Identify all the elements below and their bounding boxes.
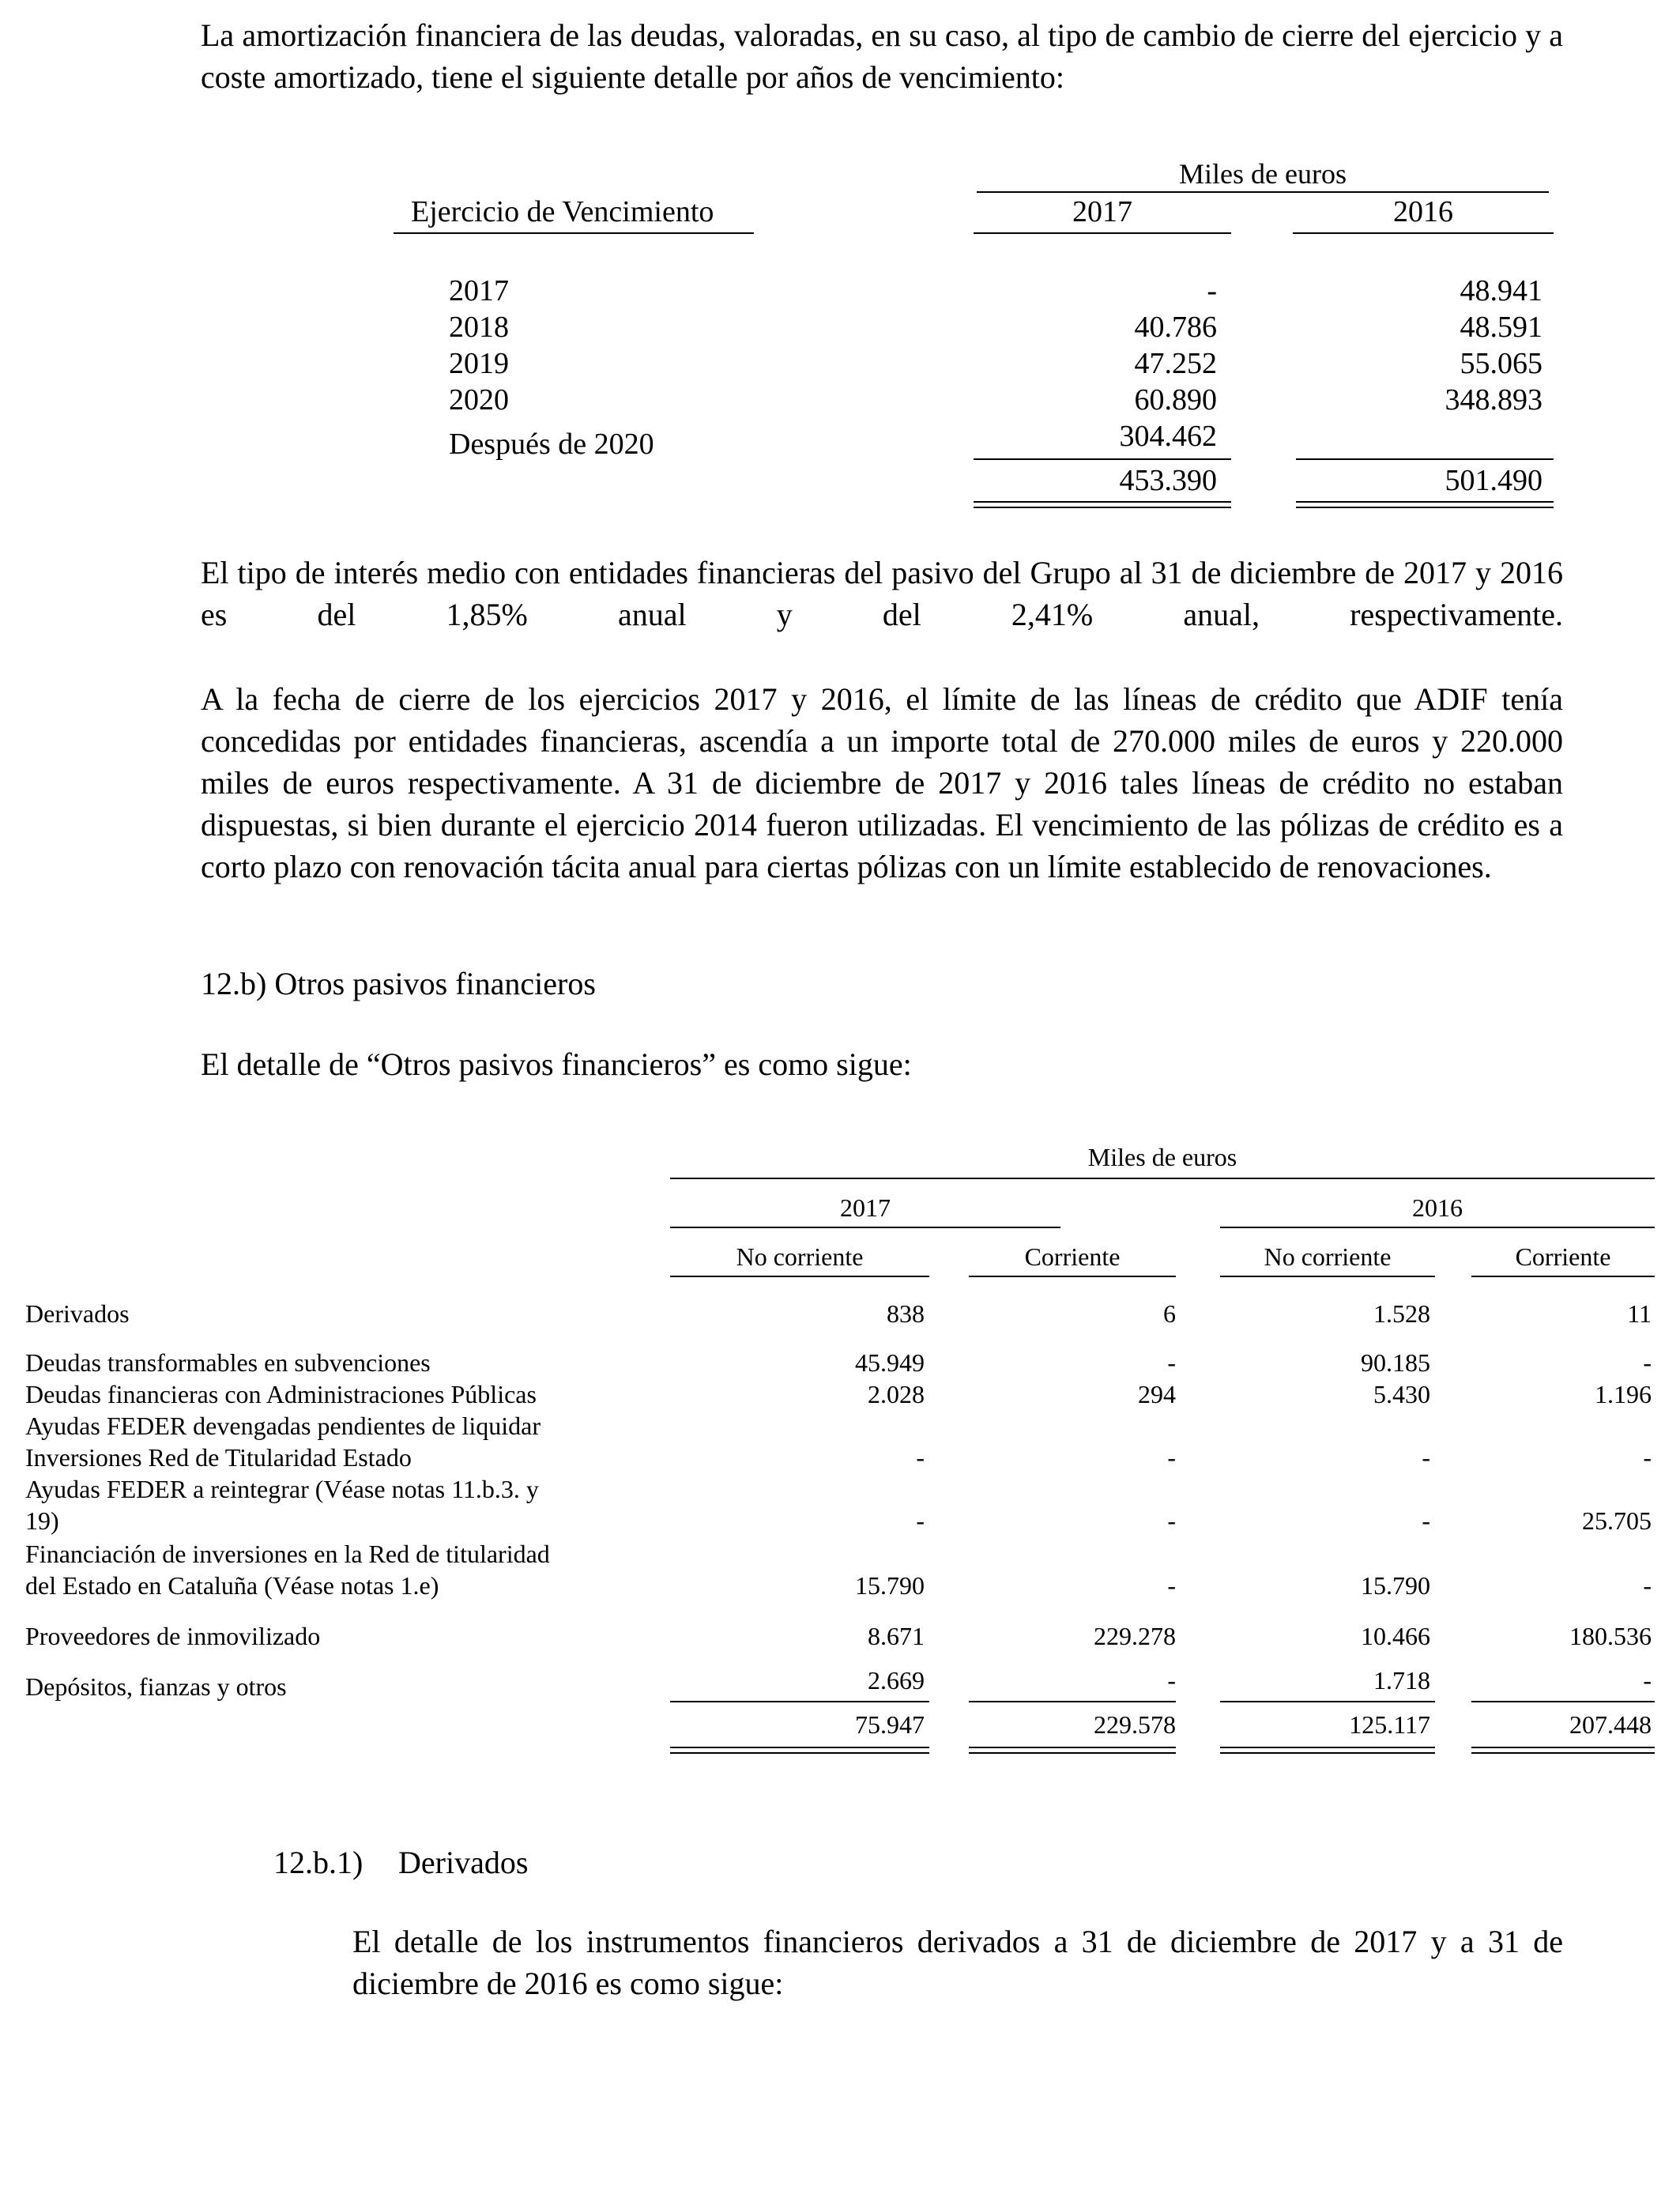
other-subtotal-rule — [1220, 1701, 1435, 1702]
maturity-row-label: 2019 — [449, 347, 509, 380]
other-value: - — [1167, 1443, 1176, 1472]
other-total: 75.947 — [855, 1710, 925, 1739]
other-value: 2.028 — [868, 1380, 925, 1408]
other-row-label: Depósitos, fianzas y otros — [25, 1672, 287, 1701]
maturity-value-2017: 47.252 — [1134, 347, 1217, 380]
section-12b-intro: El detalle de “Otros pasivos financieros” es como sigue: — [201, 1046, 912, 1082]
year-2017-rule — [974, 232, 1231, 234]
maturity-unit-label: Miles de euros — [1179, 158, 1347, 190]
other-row-label: Ayudas FEDER devengadas pendientes de liquidar — [25, 1412, 541, 1440]
other-value: - — [1167, 1666, 1176, 1695]
interest-paragraph: El tipo de interés medio con entidades financieras del pasivo del Grupo al 31 de diciembre de 2017 y 2016 es del 1,85% anual y del 2,41% anual, respectivamente. — [201, 555, 1563, 632]
other-value: 11 — [1627, 1299, 1652, 1328]
maturity-row-label: 2017 — [449, 274, 509, 307]
maturity-value-2017: 304.462 — [1119, 420, 1217, 453]
subheader-corriente-2017: Corriente — [1024, 1242, 1121, 1271]
unit-rule — [977, 191, 1549, 193]
other-total-double-rule — [670, 1747, 929, 1754]
other-unit-label: Miles de euros — [1087, 1143, 1237, 1171]
other-subtotal-rule — [969, 1701, 1176, 1702]
subheader-rule — [969, 1276, 1176, 1277]
other-row-label: del Estado en Cataluña (Véase notas 1.e) — [25, 1571, 439, 1600]
subtotal-rule-2016 — [1296, 458, 1554, 460]
other-year-2017: 2017 — [840, 1193, 891, 1222]
subheader-rule — [1220, 1276, 1435, 1277]
other-value: 294 — [1138, 1380, 1176, 1408]
credit-paragraph: A la fecha de cierre de los ejercicios 2017 y 2016, el límite de las líneas de crédito que ADIF tenía concedidas por entidades financieras, ascendía a un importe total de 270.000 miles de euros y 220.000 miles de euros respectivamente. A 31 de diciembre de 2017 y 2016 tales líneas de crédito no estaban dispuestas, si bien durante el ejercicio 2014 fueron utilizadas. El vencimiento de las pólizas de crédito es a corto plazo con renovación tácita anual para ciertas pólizas con un límite establecido de renovaciones. — [201, 681, 1563, 884]
maturity-total-2017: 453.390 — [1119, 464, 1217, 497]
other-value: 838 — [887, 1299, 925, 1328]
other-row-label: 19) — [25, 1506, 59, 1535]
other-row-label: Deudas transformables en subvenciones — [25, 1348, 431, 1377]
section-12b1-title: Derivados — [398, 1845, 529, 1880]
other-row-label: Proveedores de inmovilizado — [25, 1622, 321, 1650]
other-value: - — [916, 1506, 925, 1535]
other-year-2017-rule — [670, 1227, 1060, 1228]
other-row-label: Derivados — [25, 1299, 130, 1328]
subheader-rule — [670, 1276, 929, 1277]
row-header-rule — [394, 232, 754, 234]
other-total-double-rule — [969, 1747, 1176, 1754]
maturity-value-2016: 55.065 — [1460, 347, 1543, 380]
other-value: - — [1643, 1443, 1652, 1472]
other-row-label: Inversiones Red de Titularidad Estado — [25, 1443, 412, 1472]
other-value: 90.185 — [1361, 1348, 1430, 1377]
other-value: 45.949 — [855, 1348, 925, 1377]
other-row-label: Financiación de inversiones en la Red de titularidad — [25, 1540, 550, 1568]
other-value: 1.528 — [1373, 1299, 1430, 1328]
other-value: 180.536 — [1569, 1622, 1652, 1650]
maturity-year-2016: 2016 — [1393, 195, 1453, 228]
other-value: 8.671 — [868, 1622, 925, 1650]
other-total-double-rule — [1471, 1747, 1655, 1754]
other-value: - — [1167, 1571, 1176, 1600]
intro-paragraph: La amortización financiera de las deudas, valoradas, en su caso, al tipo de cambio de cierre del ejercicio y a coste amortizado, tiene el siguiente detalle por años de vencimiento: — [201, 17, 1563, 95]
maturity-value-2017: 40.786 — [1134, 311, 1217, 344]
other-value: 15.790 — [855, 1571, 925, 1600]
other-year-2016: 2016 — [1412, 1193, 1463, 1222]
other-row-label: Deudas financieras con Administraciones Públicas — [25, 1380, 537, 1408]
other-value: - — [1643, 1348, 1652, 1377]
maturity-row-label: 2020 — [449, 383, 509, 417]
other-year-2016-rule — [1220, 1227, 1655, 1228]
other-value: - — [1643, 1571, 1652, 1600]
other-value: - — [1422, 1506, 1430, 1535]
maturity-value-2016: 48.941 — [1460, 274, 1543, 307]
other-subtotal-rule — [1471, 1701, 1655, 1702]
other-row-label: Ayudas FEDER a reintegrar (Véase notas 11.b.3. y — [25, 1475, 539, 1503]
subheader-corriente-2016: Corriente — [1515, 1242, 1611, 1271]
other-value: - — [1167, 1506, 1176, 1535]
other-subtotal-rule — [670, 1701, 929, 1702]
other-value: 1.196 — [1595, 1380, 1652, 1408]
other-total-double-rule — [1220, 1747, 1435, 1754]
subtotal-rule-2017 — [974, 458, 1231, 460]
subheader-no-corriente-2016: No corriente — [1264, 1242, 1392, 1271]
maturity-value-2016: 48.591 — [1460, 311, 1543, 344]
other-total: 125.117 — [1349, 1710, 1430, 1739]
maturity-row-label: Después de 2020 — [449, 428, 654, 461]
maturity-value-2017: - — [1207, 274, 1217, 307]
other-total: 229.578 — [1094, 1710, 1176, 1739]
section-12b-heading: 12.b) Otros pasivos financieros — [201, 966, 596, 1001]
other-value: 2.669 — [868, 1666, 925, 1695]
maturity-row-label: 2018 — [449, 311, 509, 344]
maturity-value-2017: 60.890 — [1134, 383, 1217, 417]
total-double-rule-2017 — [974, 501, 1231, 508]
other-value: - — [916, 1443, 925, 1472]
other-value: - — [1167, 1348, 1176, 1377]
other-unit-rule — [670, 1178, 1655, 1179]
other-total: 207.448 — [1569, 1710, 1652, 1739]
maturity-total-2016: 501.490 — [1445, 464, 1543, 497]
section-12b1-paragraph: El detalle de los instrumentos financieros derivados a 31 de diciembre de 2017 y a 31 de diciembre de 2016 es como sigue: — [352, 1924, 1563, 2001]
maturity-value-2016: 348.893 — [1445, 383, 1543, 417]
total-double-rule-2016 — [1296, 501, 1554, 508]
other-value: - — [1422, 1443, 1430, 1472]
section-12b1-number: 12.b.1) — [273, 1845, 363, 1880]
other-value: - — [1643, 1666, 1652, 1695]
other-value: 15.790 — [1361, 1571, 1430, 1600]
other-value: 10.466 — [1361, 1622, 1430, 1650]
year-2016-rule — [1293, 232, 1554, 234]
other-value: 5.430 — [1373, 1380, 1430, 1408]
other-value: 6 — [1163, 1299, 1176, 1328]
subheader-rule — [1471, 1276, 1655, 1277]
maturity-year-2017: 2017 — [1072, 195, 1132, 228]
maturity-row-header: Ejercicio de Vencimiento — [411, 195, 714, 228]
subheader-no-corriente-2017: No corriente — [736, 1242, 864, 1271]
other-value: 229.278 — [1094, 1622, 1176, 1650]
other-value: 1.718 — [1373, 1666, 1430, 1695]
other-value: 25.705 — [1582, 1506, 1652, 1535]
